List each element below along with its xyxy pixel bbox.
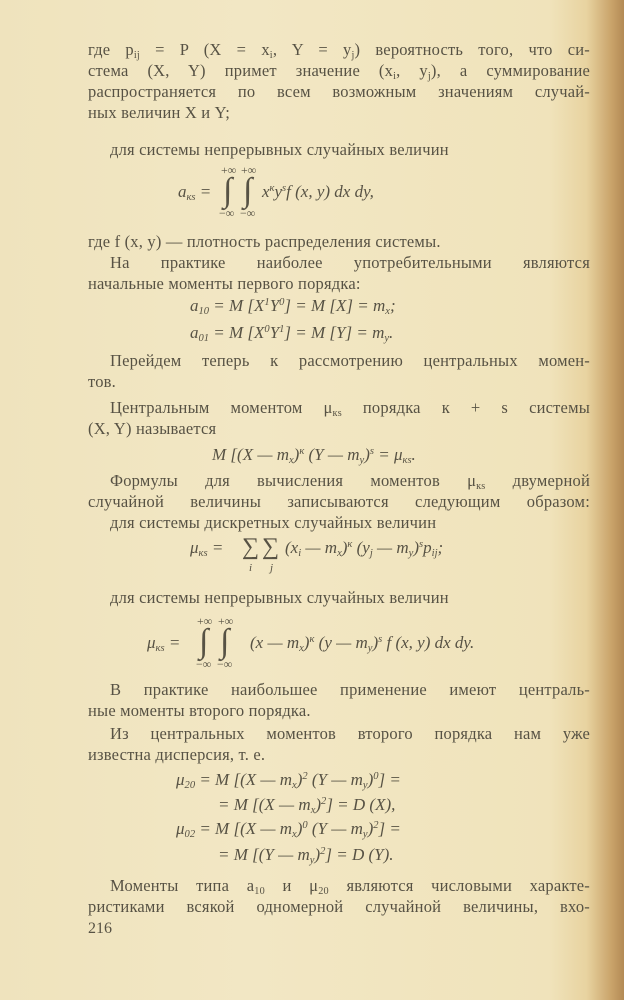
text-line: для системы дискретных случайных величин	[110, 513, 437, 532]
text-line: тов.	[88, 372, 116, 391]
text-line: стема (X, Y) примет значение ($x_i$, $y_j$), а суммирование	[88, 61, 590, 83]
text-line: Из центральных моментов второго порядка нам уже	[110, 724, 590, 743]
formula-integrand: $x^кy^sf$ (x, y) dx dy,	[262, 182, 374, 201]
formula-a01: $a_{01} = M$ $[X^0Y^1] = M$ $[Y] = m_y$.	[190, 323, 394, 345]
formula-summand: ($x_i$ — $m_x)^к$ ($y_j$ — $m_y)^sp_{ij}$;	[285, 538, 444, 560]
upper-limit: +∞	[218, 614, 234, 628]
text-line: Центральным моментом $\mu_{кs}$ порядка к + s системы	[110, 398, 591, 420]
formula-lhs: $a_{кs}$ =	[178, 182, 212, 204]
text-line: ристиками всякой одномерной случайной величины, вхо-	[88, 897, 590, 916]
lower-limit: −∞	[217, 657, 233, 671]
formula-lhs: $\mu_{кs}$ =	[190, 538, 224, 560]
text-line: Перейдем теперь к рассмотрению центральных момен-	[110, 351, 590, 370]
text-line: Моменты типа $a_{10}$ и $\mu_{20}$ являются числовыми характе-	[110, 876, 590, 898]
upper-limit: +∞	[197, 614, 213, 628]
formula-lhs: $\mu_{кs}$ =	[147, 633, 181, 655]
text-line: ных величин X и Y;	[88, 103, 231, 122]
formula-mu20: $\mu_{20} = M$ [(X — $m_x)^2$ (Y — $m_y)^0$] =	[176, 770, 401, 792]
sum-sign-icon: ∑	[242, 534, 260, 560]
page-number: 216	[88, 920, 112, 937]
lower-limit: −∞	[196, 657, 212, 671]
integral-sign-icon: ∫	[243, 172, 253, 209]
text-line: распространяется по всем возможным значениям случай-	[88, 82, 590, 101]
text-line: известна дисперсия, т. е.	[88, 745, 266, 764]
text-line: (X, Y) называется	[88, 419, 217, 438]
formula-a10: $a_{10} = M$ $[X^1Y^0] = M$ $[X] = m_x$;	[190, 296, 396, 318]
sum-index: j	[270, 562, 274, 574]
formula-mu02: $\mu_{02} = M$ [(X — $m_x)^0$ (Y — $m_y)^2$] =	[176, 819, 401, 841]
text-line: начальные моменты первого порядка:	[88, 274, 361, 293]
integral-sign-icon: ∫	[220, 623, 230, 660]
text-line: На практике наиболее употребительными являются	[110, 253, 590, 272]
text-line: для системы непрерывных случайных величин	[110, 140, 449, 159]
formula-mu02-cont: = M [(Y — $m_y)^2] = D$ (Y).	[218, 845, 394, 867]
integral-sign-icon: ∫	[199, 623, 209, 660]
text-line: случайной величины записываются следующим образом:	[88, 492, 590, 511]
text-line: Формулы для вычисления моментов $\mu_{кs}$ двумерной	[110, 471, 590, 493]
sum-sign-icon: ∑	[262, 534, 280, 560]
text-line: где f (x, y) — плотность распределения системы.	[88, 232, 441, 251]
formula-mu20-cont: = M [(X — $m_x)^2] = D$ (X),	[218, 795, 396, 817]
text-line: В практике наибольшее применение имеют централь-	[110, 680, 590, 699]
sum-index: i	[249, 562, 253, 574]
formula-integrand: (x — $m_x)^к$ (y — $m_y)^s$ f (x, y) dx dy.	[250, 633, 475, 655]
lower-limit: −∞	[219, 206, 235, 220]
text-line: где $p_{ij} = P$ ($X = x_i$, $Y = y_j$) вероятность того, что си-	[88, 40, 590, 62]
text-line: для системы непрерывных случайных величин	[110, 588, 449, 607]
upper-limit: +∞	[221, 163, 237, 177]
lower-limit: −∞	[240, 206, 256, 220]
text-line: ные моменты второго порядка.	[88, 701, 311, 720]
formula-central-moment-definition: M [(X — $m_x)^к$ (Y — $m_y)^s = \mu_{кs}$.	[212, 445, 416, 467]
integral-sign-icon: ∫	[223, 172, 233, 209]
upper-limit: +∞	[241, 163, 257, 177]
